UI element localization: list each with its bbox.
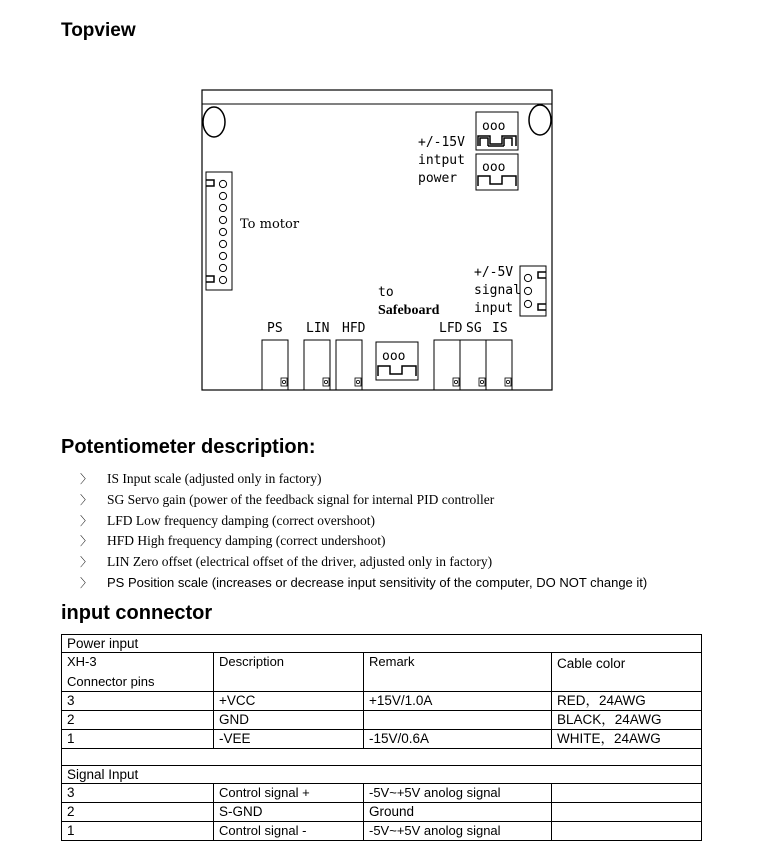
table-row: 1 Control signal - -5V~+5V anolog signal <box>62 822 702 841</box>
pot-label-lin: LIN <box>306 321 330 336</box>
list-item: 〉 LIN Zero offset (electrical offset of the driver, adjusted only in factory) <box>80 552 647 573</box>
signal-input-title: Signal Input <box>62 766 702 784</box>
bullet-icon: 〉 <box>80 575 93 590</box>
power-label-line3: power <box>418 171 458 186</box>
signal-label-line3: input <box>474 301 514 316</box>
pot-label-is: IS <box>492 321 508 336</box>
pin-marks: ooo <box>482 119 506 134</box>
pot-sg <box>460 340 486 390</box>
power-label-line1: +/-15V <box>418 135 465 150</box>
board-diagram <box>190 82 560 394</box>
bullet-icon: 〉 <box>80 555 93 570</box>
header-remark: Remark <box>364 653 552 692</box>
board-outline <box>202 90 552 390</box>
bullet-icon: 〉 <box>80 492 93 507</box>
table-row: 2 S-GND Ground <box>62 803 702 822</box>
power-input-title: Power input <box>62 635 702 653</box>
signal-label-line1: +/-5V <box>474 265 514 280</box>
pot-label-lfd: LFD <box>439 321 463 336</box>
table-header-row <box>62 653 702 692</box>
pot-label-sg: SG <box>466 321 482 336</box>
potentiometer-list <box>80 469 647 594</box>
pin-marks: ooo <box>482 160 506 175</box>
header-cable-color: Cable color <box>552 653 702 692</box>
pot-is <box>486 340 512 390</box>
pot-lin <box>304 340 330 390</box>
safeboard-label-line2: Safeboard <box>378 303 440 318</box>
list-item: 〉 SG Servo gain (power of the feedback signal for internal PID controller <box>80 490 647 511</box>
motor-connector <box>206 172 232 290</box>
list-item: 〉 HFD High frequency damping (correct undershoot) <box>80 531 647 552</box>
header-connector-pins: XH-3 Connector pins <box>62 653 214 692</box>
pot-ps <box>262 340 288 390</box>
list-item: 〉 LFD Low frequency damping (correct overshoot) <box>80 511 647 532</box>
table-row: 2 GND BLACK，24AWG <box>62 711 702 730</box>
safeboard-label-line1: to <box>378 285 394 300</box>
table-row: 3 +VCC +15V/1.0A RED，24AWG <box>62 692 702 711</box>
table-row <box>62 766 702 784</box>
header-description: Description <box>214 653 364 692</box>
list-item: 〉 IS Input scale (adjusted only in factory) <box>80 469 647 490</box>
power-connector-bottom <box>476 154 518 190</box>
mount-hole-right <box>529 105 551 135</box>
pot-label-hfd: HFD <box>342 321 366 336</box>
signal-label-line2: signal <box>474 283 521 298</box>
motor-label: To motor <box>240 217 300 232</box>
bullet-icon: 〉 <box>80 513 93 528</box>
table-row <box>62 635 702 653</box>
pin-marks: ooo <box>382 349 406 364</box>
table-row: 3 Control signal + -5V~+5V anolog signal <box>62 784 702 803</box>
table-row: 1 -VEE -15V/0.6A WHITE，24AWG <box>62 730 702 749</box>
pot-hfd <box>336 340 362 390</box>
list-item: 〉 PS Position scale (increases or decrease input sensitivity of the computer, DO NOT change it) <box>80 573 647 594</box>
power-connector-top <box>476 112 518 150</box>
signal-connector <box>520 266 546 316</box>
section-title-potentiometer: Potentiometer description: <box>61 436 316 458</box>
bullet-icon: 〉 <box>80 472 93 486</box>
bullet-icon: 〉 <box>80 534 93 549</box>
pot-lfd <box>434 340 460 390</box>
safeboard-connector <box>376 342 418 380</box>
section-title-input-connector: input connector <box>61 602 213 624</box>
pot-label-ps: PS <box>267 321 283 336</box>
mount-hole-left <box>203 107 225 137</box>
power-label-line2: intput <box>418 153 465 168</box>
section-title-topview: Topview <box>61 20 136 41</box>
table-spacer-row <box>62 749 702 766</box>
connector-table <box>61 634 702 841</box>
